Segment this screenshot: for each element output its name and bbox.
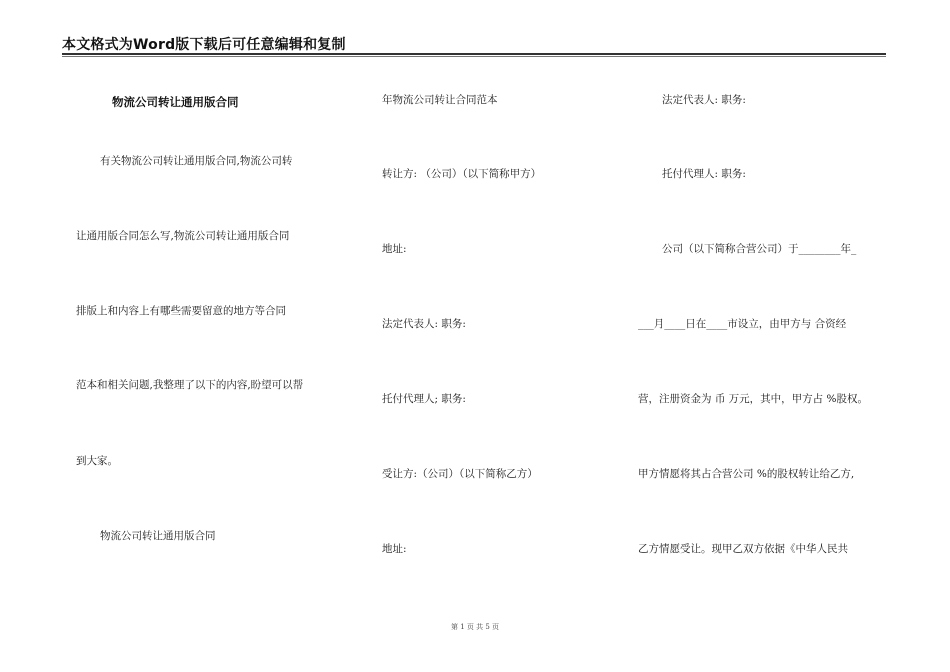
document-title: 物流公司转让通用版合同 [112,95,239,109]
column-1 [62,0,332,672]
body-line: 公司（以下简称合营公司）于________年_ [662,243,857,255]
page-number: 第 1 页 共 5 页 [450,623,500,631]
body-line: 甲方情愿将其占合营公司 %的股权转让给乙方, [638,468,855,480]
column-3 [638,0,898,672]
column-2 [382,0,612,672]
body-line: 法定代表人: 职务: [382,318,466,330]
body-line: 托付代理人: 职务: [662,168,746,180]
body-line: 托付代理人; 职务: [382,393,466,405]
body-line: 营，注册资金为 币 万元，其中，甲方占 %股权。 [638,393,868,405]
header-title: 本文格式为Word版下载后可任意编辑和复制 [62,37,346,53]
body-line: ___月____日在____市设立，由甲方与 合资经 [638,318,847,330]
body-line: 排版上和内容上有哪些需要留意的地方等合同 [76,305,286,317]
body-line: 到大家。 [76,455,118,467]
body-line: 年物流公司转让合同范本 [382,94,498,106]
body-line: 有关物流公司转让通用版合同,物流公司转 [100,155,293,167]
body-line: 转让方: （公司）（以下简称甲方） [382,168,542,180]
body-line: 物流公司转让通用版合同 [100,530,216,542]
body-line: 让通用版合同怎么写,物流公司转让通用版合同 [76,230,290,242]
body-line: 法定代表人: 职务: [662,94,746,106]
body-line: 乙方情愿受让。现甲乙双方依据《中华人民共 [638,543,848,555]
body-line: 受让方:（公司）（以下简称乙方） [382,468,538,480]
body-line: 地址: [382,543,407,555]
body-line: 范本和相关问题,我整理了以下的内容,盼望可以帮 [76,379,304,391]
body-line: 地址: [382,243,407,255]
